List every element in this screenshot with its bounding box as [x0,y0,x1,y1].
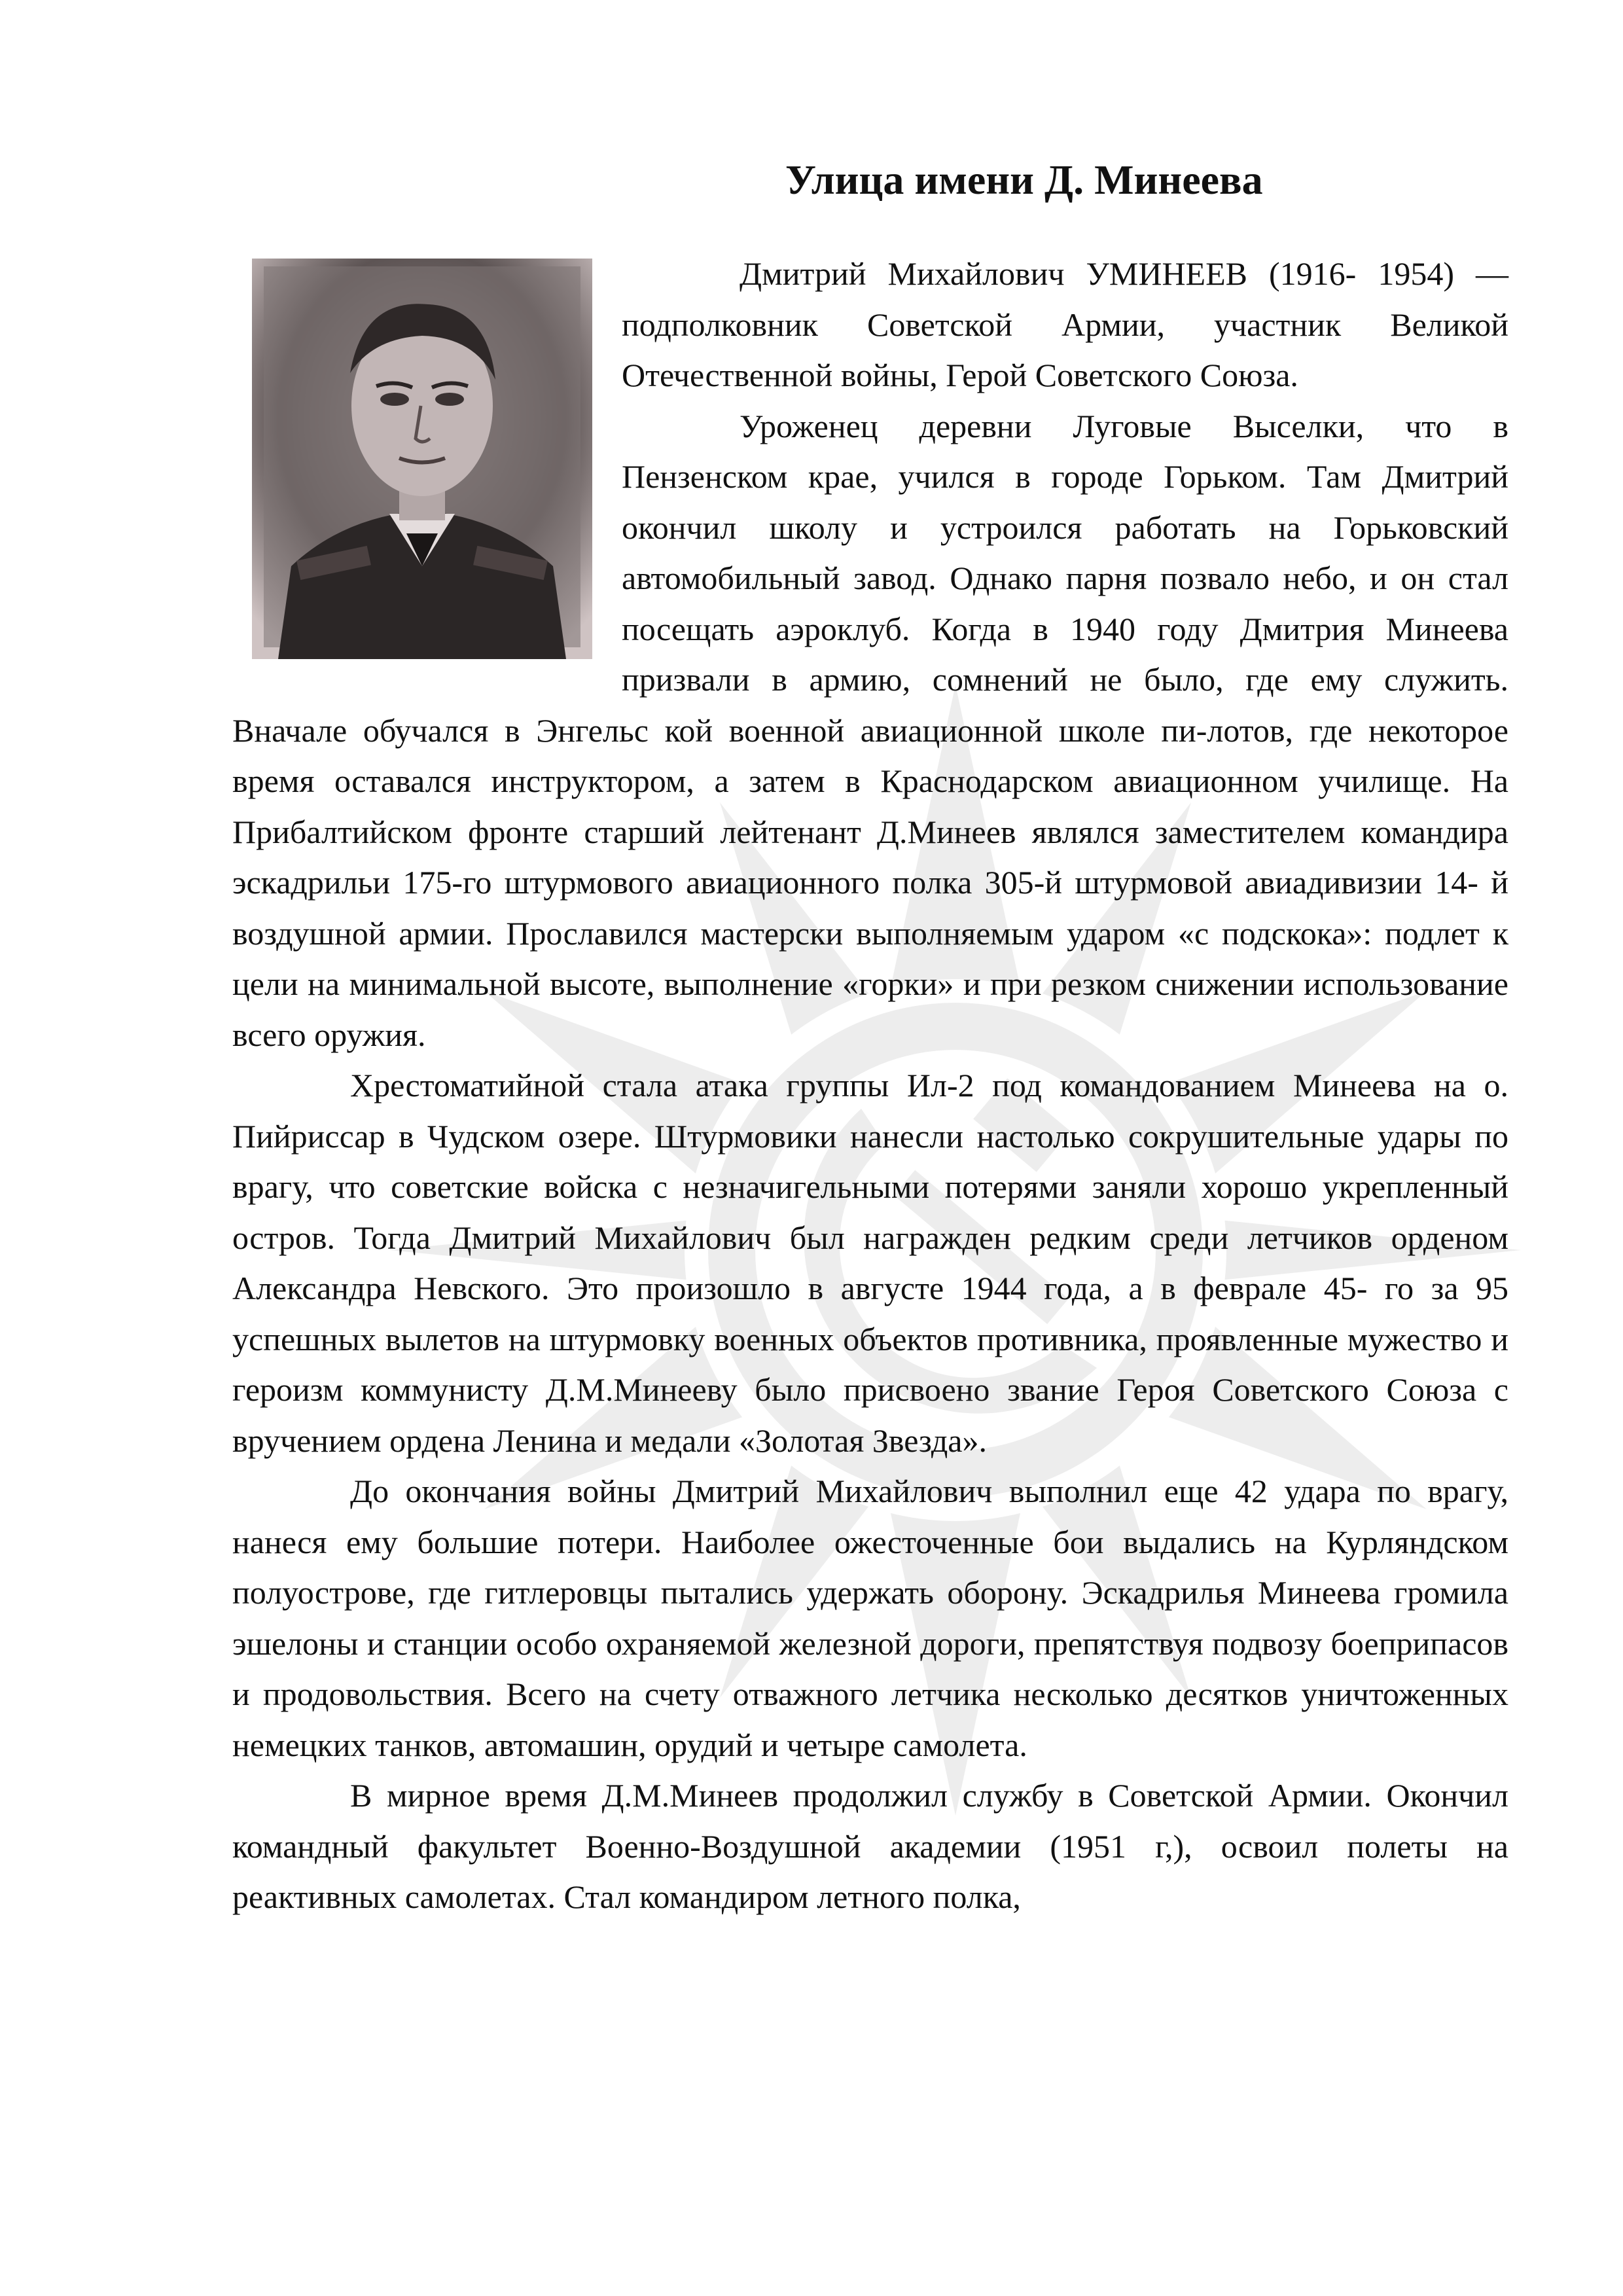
page-title: Улица имени Д. Минеева [785,156,1263,203]
document-page [232,151,1508,1923]
portrait-photo [252,259,592,659]
paragraph-4: До окончания войны Дмитрий Михайлович выполнил еще 42 удара по врагу, нанеся ему большие потери. Наиболее ожесточенные бои выдались на Курляндском полуострове, где гитлеровцы пытались удержать оборону. Эскадрилья Минеева громила эшелоны и станции особо охраняемой железной дороги, препятствуя подвозу боеприпасов и продовольствия. Всего на счету отважного летчика несколько десятков уничтоженных немецких танков, автомашин, орудий и четыре самолета. [232,1473,1508,1763]
paragraph-2: Уроженец деревни Луговые Выселки, что в Пензенском крае, учился в городе Горьком. Там Дмитрий окончил школу и устроился работать на Горьковский автомобильный завод. Однако парня позвало небо, и он стал посещать аэроклуб. Когда в 1940 году Дмитрия Минеева призвали в армию, сомнений не было, где ему служить. Вначале обучался в Энгельс кой военной авиационной школе пи-лотов, где некоторое время оставался инструктором, а затем в Краснодарском авиационном училище. На Прибалтийском фронте старший лейтенант Д.Минеев являлся заместителем командира эскадрильи 175-го штурмового авиационного полка 305-й штурмовой авиадивизии 14- й воздушной армии. Прославился мастерски выполняемым ударом «с подскока»: подлет к цели на минимальной высоте, выполнение «горки» и при резком снижении использование всего оружия. [232,407,1508,1053]
portrait-photo-icon [252,259,592,659]
paragraph-1: Дмитрий Михайлович УМИНЕЕВ (1916- 1954) — подполковник Советской Армии, участник Великой Отечественной войны, Герой Советского Союза. [622,255,1508,393]
paragraph-5: В мирное время Д.М.Минеев продолжил службу в Советской Армии. Окончил командный факультет Военно-Воздушной академии (1951 г,), освоил полеты на реактивных самолетах. Стал командиром летного полка, [232,1777,1508,1915]
paragraph-3: Хрестоматийной стала атака группы Ил-2 под командованием Минеева на о. Пийриссар в Чудском озере. Штурмовики нанесли настолько сокрушительные удары по врагу, что советские войска с незначигельными потерями заняли хорошо укрепленный остров. Тогда Дмитрий Михайлович был награжден редким среди летчиков орденом Александра Невского. Это произошло в августе 1944 года, а в феврале 45- го за 95 успешных вылетов на штурмовку военных объектов противника, проявленные мужество и героизм коммунисту Д.М.Минееву было присвоено звание Героя Советского Союза с вручением ордена Ленина и медали «Золотая Звезда». [232,1067,1508,1459]
